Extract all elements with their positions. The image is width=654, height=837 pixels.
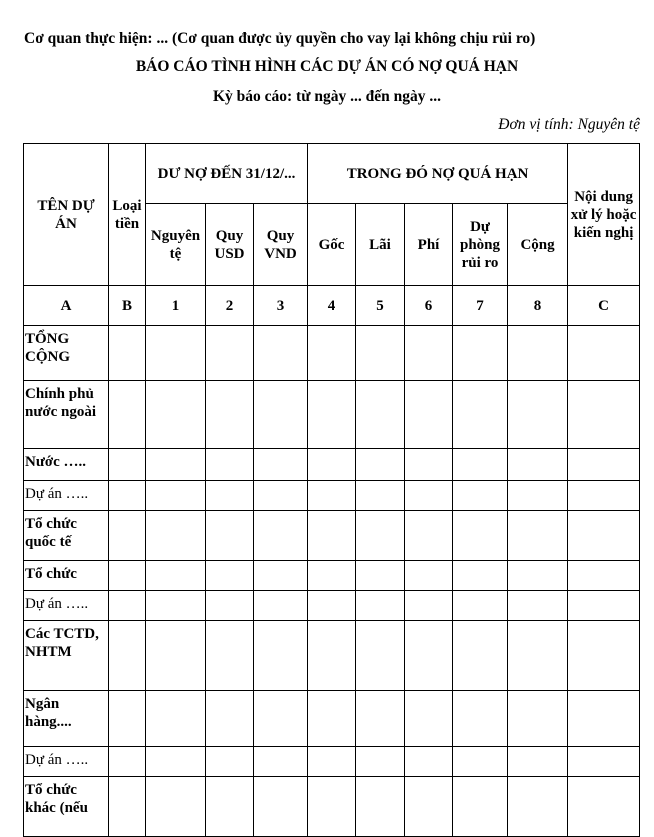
table-cell (356, 591, 405, 621)
table-cell (405, 621, 453, 691)
sub-interest-header: Lãi (356, 204, 405, 286)
table-cell (206, 777, 254, 837)
table-cell (146, 621, 206, 691)
table-cell (568, 481, 640, 511)
table-cell (453, 449, 508, 481)
table-cell (356, 747, 405, 777)
table-cell (568, 449, 640, 481)
table-cell (206, 621, 254, 691)
table-cell (405, 691, 453, 747)
table-cell (356, 449, 405, 481)
table-cell (254, 621, 308, 691)
table-cell (453, 511, 508, 561)
table-cell (109, 561, 146, 591)
table-cell (146, 326, 206, 381)
table-cell (508, 381, 568, 449)
column-code: 8 (508, 286, 568, 326)
table-cell (453, 747, 508, 777)
table-cell (109, 481, 146, 511)
table-cell (254, 381, 308, 449)
table-cell (206, 747, 254, 777)
table-cell (568, 561, 640, 591)
table-cell (356, 511, 405, 561)
table-cell (109, 621, 146, 691)
table-cell (254, 481, 308, 511)
table-row (24, 591, 640, 621)
table-cell (568, 381, 640, 449)
table-cell (405, 747, 453, 777)
group-overdue-header: TRONG ĐÓ NỢ QUÁ HẠN (308, 144, 568, 204)
table-cell (308, 621, 356, 691)
table-cell (356, 326, 405, 381)
table-cell (254, 691, 308, 747)
table-cell (254, 747, 308, 777)
table-cell (308, 326, 356, 381)
table-cell (308, 691, 356, 747)
table-cell (508, 747, 568, 777)
table-cell (568, 777, 640, 837)
table-cell (308, 777, 356, 837)
table-cell (508, 691, 568, 747)
table-cell (206, 691, 254, 747)
table-row (24, 381, 640, 449)
report-title: BÁO CÁO TÌNH HÌNH CÁC DỰ ÁN CÓ NỢ QUÁ HẠN (135, 58, 519, 75)
table-cell (508, 481, 568, 511)
col-project-header: TÊN DỰ ÁN (24, 144, 109, 286)
table-cell (568, 691, 640, 747)
table-cell (109, 326, 146, 381)
code-row (24, 286, 640, 326)
table-cell (405, 777, 453, 837)
table-cell (308, 481, 356, 511)
table-cell (568, 747, 640, 777)
table-cell (109, 511, 146, 561)
unit-label: Đơn vị tính: Nguyên tệ (498, 116, 640, 133)
column-code: 1 (146, 286, 206, 326)
table-cell (109, 691, 146, 747)
table-cell (356, 691, 405, 747)
table-cell (308, 381, 356, 449)
table-cell (405, 326, 453, 381)
table-cell (453, 481, 508, 511)
table-cell (453, 326, 508, 381)
table-cell (109, 449, 146, 481)
table-cell (508, 777, 568, 837)
table-cell (568, 621, 640, 691)
table-cell (308, 747, 356, 777)
header-row-1 (24, 144, 640, 204)
row-label: Chính phủ nước ngoài (24, 381, 109, 449)
table-cell (453, 691, 508, 747)
table-cell (508, 449, 568, 481)
table-cell (405, 381, 453, 449)
table-cell (453, 591, 508, 621)
report-table (23, 143, 640, 837)
column-code: C (568, 286, 640, 326)
row-label: Dự án ….. (24, 747, 109, 777)
table-cell (146, 747, 206, 777)
table-row (24, 449, 640, 481)
table-row (24, 691, 640, 747)
table-cell (356, 561, 405, 591)
column-code: B (109, 286, 146, 326)
report-period: Kỳ báo cáo: từ ngày ... đến ngày ... (212, 88, 442, 105)
sub-original-header: Nguyên tệ (146, 204, 206, 286)
table-row (24, 621, 640, 691)
table-cell (146, 777, 206, 837)
table-cell (405, 449, 453, 481)
sub-usd-header: Quy USD (206, 204, 254, 286)
table-cell (206, 591, 254, 621)
col-notes-header: Nội dung xử lý hoặc kiến nghị (568, 144, 640, 286)
table-cell (405, 561, 453, 591)
table-cell (254, 777, 308, 837)
table-cell (568, 591, 640, 621)
sub-total-header: Cộng (508, 204, 568, 286)
table-cell (146, 449, 206, 481)
table-cell (568, 326, 640, 381)
table-cell (308, 591, 356, 621)
group-balance-header: DƯ NỢ ĐẾN 31/12/... (146, 144, 308, 204)
table-row (24, 777, 640, 837)
table-cell (254, 561, 308, 591)
column-code: 7 (453, 286, 508, 326)
table-cell (308, 561, 356, 591)
table-cell (109, 777, 146, 837)
table-cell (254, 449, 308, 481)
table-cell (109, 381, 146, 449)
agency-line: Cơ quan thực hiện: ... (Cơ quan được ủy quyền cho vay lại không chịu rủi ro) (24, 30, 536, 47)
sub-vnd-header: Quy VND (254, 204, 308, 286)
table-cell (508, 591, 568, 621)
table-row (24, 747, 640, 777)
table-row (24, 511, 640, 561)
table-cell (206, 449, 254, 481)
table-cell (254, 326, 308, 381)
table-cell (146, 691, 206, 747)
table-row (24, 326, 640, 381)
table-cell (146, 591, 206, 621)
table-cell (453, 777, 508, 837)
table-cell (146, 381, 206, 449)
table-cell (508, 326, 568, 381)
table-cell (308, 449, 356, 481)
table-cell (405, 511, 453, 561)
table-cell (508, 511, 568, 561)
col-currency-header: Loại tiền (109, 144, 146, 286)
sub-risk-header: Dự phòng rủi ro (453, 204, 508, 286)
table-cell (453, 561, 508, 591)
row-label: Tổ chức quốc tế (24, 511, 109, 561)
table-row (24, 481, 640, 511)
column-code: 6 (405, 286, 453, 326)
table-cell (356, 481, 405, 511)
table-cell (109, 747, 146, 777)
row-label: Các TCTD, NHTM (24, 621, 109, 691)
table-cell (453, 621, 508, 691)
row-label: Tổ chức (24, 561, 109, 591)
table-cell (206, 326, 254, 381)
row-label: Dự án ….. (24, 481, 109, 511)
table-cell (356, 777, 405, 837)
table-cell (206, 561, 254, 591)
table-cell (109, 591, 146, 621)
row-label: Nước ….. (24, 449, 109, 481)
row-label: Tổ chức khác (nếu (24, 777, 109, 837)
column-code: 4 (308, 286, 356, 326)
table-cell (146, 511, 206, 561)
table-cell (254, 591, 308, 621)
column-code: A (24, 286, 109, 326)
row-label: TỔNG CỘNG (24, 326, 109, 381)
table-cell (508, 621, 568, 691)
column-code: 3 (254, 286, 308, 326)
column-code: 2 (206, 286, 254, 326)
table-cell (206, 511, 254, 561)
table-cell (308, 511, 356, 561)
table-cell (568, 511, 640, 561)
table-cell (356, 621, 405, 691)
column-code: 5 (356, 286, 405, 326)
table-cell (254, 511, 308, 561)
table-cell (405, 481, 453, 511)
table-cell (356, 381, 405, 449)
table-cell (146, 481, 206, 511)
row-label: Dự án ….. (24, 591, 109, 621)
table-cell (146, 561, 206, 591)
sub-fee-header: Phí (405, 204, 453, 286)
table-cell (405, 591, 453, 621)
table-cell (453, 381, 508, 449)
sub-principal-header: Gốc (308, 204, 356, 286)
table-cell (206, 381, 254, 449)
table-row (24, 561, 640, 591)
table-cell (206, 481, 254, 511)
table-cell (508, 561, 568, 591)
row-label: Ngân hàng.... (24, 691, 109, 747)
